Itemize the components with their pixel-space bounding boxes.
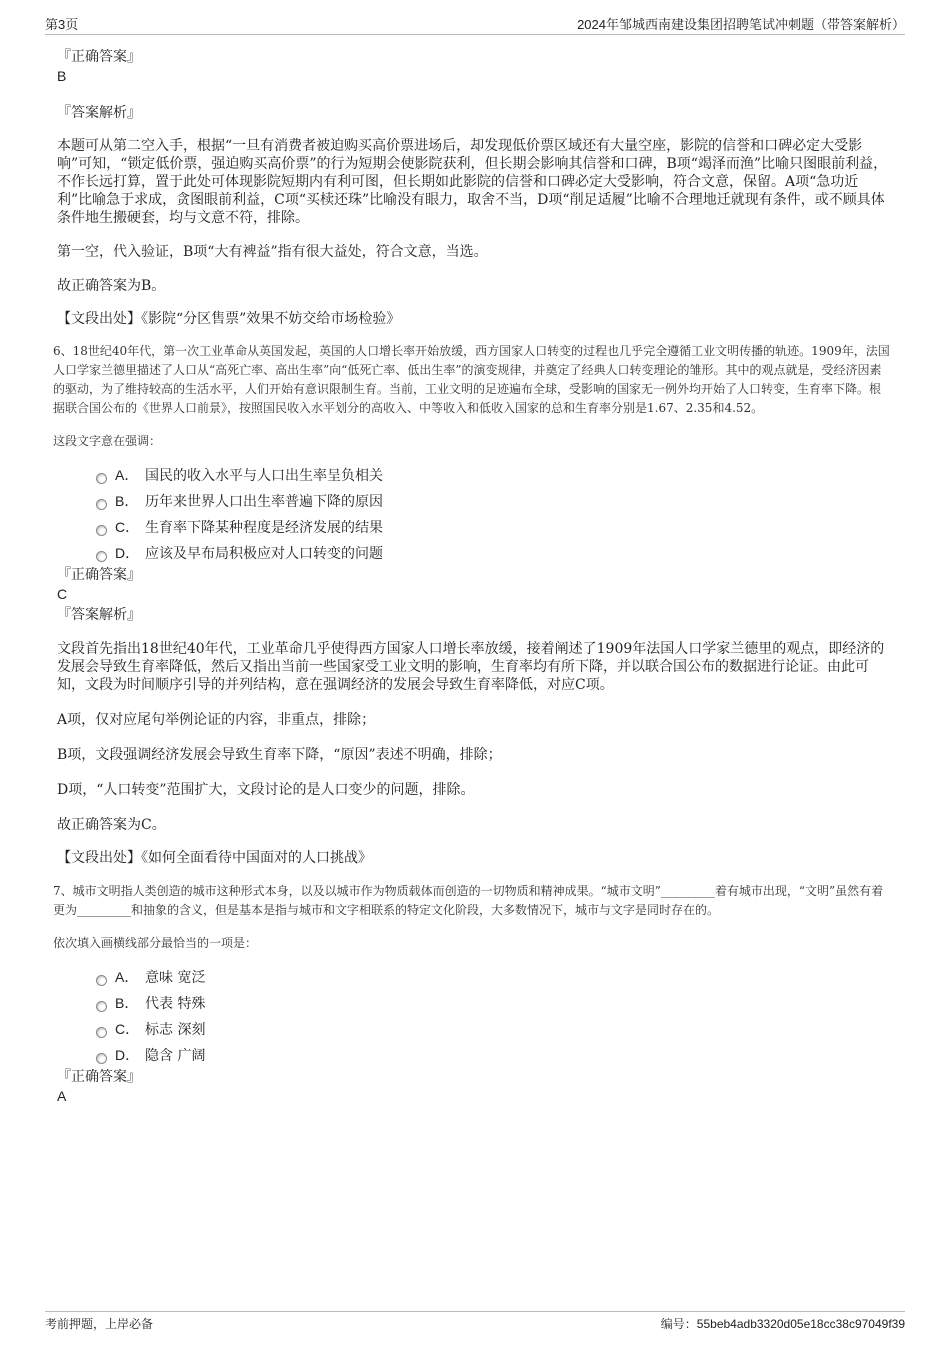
question-stem: 7、城市文明指人类创造的城市这种形式本身，以及以城市作为物质载体而创造的一切物质和精神成果。“城市文明”_________着有城市出现，“文明”虽然有着更为_________和抽象的含义，但是基本是指与城市和文字相联系的特定文化阶段，大多数情况下，城市与文字是同时存在的。 [53, 884, 884, 917]
analysis-paragraph: D项，“人口转变”范围扩大，文段讨论的是人口变少的问题，排除。 [57, 782, 475, 798]
radio-button[interactable] [96, 1053, 107, 1064]
analysis-paragraph: 故正确答案为B。 [57, 278, 166, 294]
question-stem: 6、18世纪40年代，第一次工业革命从英国发起，英国的人口增长率开始放缓，西方国家人口转变的过程也几乎完全遵循工业文明传播的轨迹。1909年，法国人口学家兰德里描述了人口从“高死亡率、高出生率”向“低死亡率、低出生率”的演变规律，并奠定了经典人口转变理论的雏形。其中的观点就是，受经济因素的驱动，为了维持较高的生活水平，人们开始有意识限制生育。当前，工业文明的足迹遍布全球，受影响的国家无一例外均开始了人口转变，生育率下降。根据联合国公布的《世界人口前景》，按照国民收入水平划分的高收入、中等收入和低收入国家的总和生育率分别是1.67、2.35和4.52。 [53, 344, 890, 415]
radio-button[interactable] [96, 525, 107, 536]
code-label: 编号： [660, 1317, 697, 1331]
document-title: 2024年邹城西南建设集团招聘笔试冲刺题（带答案解析） [577, 17, 905, 32]
analysis-paragraph: A项，仅对应尾句举例论证的内容，非重点，排除； [57, 712, 376, 728]
radio-button[interactable] [96, 473, 107, 484]
option-text: 标志 深刻 [145, 1022, 206, 1038]
analysis-label: 『答案解析』 [57, 607, 141, 623]
option-a[interactable] [57, 964, 892, 990]
option-key: C． [115, 519, 140, 535]
answer-label: 『正确答案』 [57, 1069, 141, 1085]
analysis-label: 『答案解析』 [57, 105, 141, 121]
option-key: B． [115, 493, 139, 509]
footer-slogan: 考前押题，上岸必备 [45, 1317, 154, 1331]
option-d[interactable] [57, 540, 892, 566]
option-text: 代表 特殊 [145, 996, 206, 1012]
analysis-paragraph: 文段首先指出18世纪40年代，工业革命几乎使得西方国家人口增长率放缓，接着阐述了1909年法国人口学家兰德里的观点，即经济的发展会导致生育率降低，然后又指出当前一些国家受工业文明的影响，生育率均有所下降，并以联合国公布的数据进行论证。由此可知，文段为时间顺序引导的并列结构，意在强调经济的发展会导致生育率降低，对应C项。 [57, 641, 885, 693]
option-a[interactable] [57, 462, 892, 488]
option-key: C． [115, 1021, 140, 1037]
correct-answer: C [57, 586, 68, 602]
page-header [45, 14, 905, 35]
analysis-paragraph: B项，文段强调经济发展会导致生育率下降，“原因”表述不明确，排除； [57, 747, 502, 763]
option-key: A． [115, 467, 139, 483]
option-list [57, 964, 892, 1068]
radio-button[interactable] [96, 1027, 107, 1038]
option-key: D． [115, 1047, 140, 1063]
analysis-paragraph: 本题可从第二空入手，根据“一旦有消费者被迫购买高价票进场后，却发现低价票区域还有大量空座，影院的信誉和口碑必定大受影响”可知，“锁定低价票，强迫购买高价票”的行为短期会使影院获利，但长期会影响其信誉和口碑，B项“竭泽而渔”比喻只图眼前利益，不作长远打算，置于此处可体现影院短期内有利可图，但长期如此影院的信誉和口碑必定大受影响，符合文意，保留。A项“急功近利”比喻急于求成，贪图眼前利益，C项“买椟还珠”比喻没有眼力，取舍不当，D项“削足适履”比喻不合理地迁就现有条件，或不顾具体条件地生搬硬套，均与文意不符，排除。 [57, 138, 888, 226]
option-text: 历年来世界人口出生率普遍下降的原因 [145, 494, 383, 510]
document-code [661, 1315, 905, 1332]
option-text: 国民的收入水平与人口出生率呈负相关 [145, 468, 383, 484]
option-key: D． [115, 545, 140, 561]
option-text: 隐含 广阔 [145, 1048, 206, 1064]
source-citation: 【文段出处】《如何全面看待中国面对的人口挑战》 [57, 850, 372, 866]
answer-label: 『正确答案』 [57, 567, 141, 583]
option-b[interactable] [57, 488, 892, 514]
option-text: 生育率下降某种程度是经济发展的结果 [145, 520, 383, 536]
option-text: 应该及早布局积极应对人口转变的问题 [145, 546, 383, 562]
option-c[interactable] [57, 514, 892, 540]
code-value: 55beb4adb3320d05e18cc38c97049f39 [696, 1317, 905, 1331]
option-b[interactable] [57, 990, 892, 1016]
radio-button[interactable] [96, 499, 107, 510]
question-prompt: 依次填入画横线部分最恰当的一项是： [53, 936, 258, 950]
option-c[interactable] [57, 1016, 892, 1042]
option-key: A． [115, 969, 139, 985]
source-citation: 【文段出处】《影院“分区售票”效果不妨交给市场检验》 [57, 311, 401, 327]
option-key: B． [115, 995, 139, 1011]
option-d[interactable] [57, 1042, 892, 1068]
radio-button[interactable] [96, 1001, 107, 1012]
correct-answer: A [57, 1088, 67, 1104]
question-prompt: 这段文字意在强调： [53, 434, 162, 448]
page-content [53, 46, 892, 1106]
option-text: 意味 宽泛 [145, 970, 206, 986]
answer-label: 『正确答案』 [57, 49, 141, 65]
correct-answer: B [57, 68, 67, 84]
page-footer [45, 1311, 905, 1331]
radio-button[interactable] [96, 975, 107, 986]
option-list [57, 462, 892, 566]
analysis-paragraph: 故正确答案为C。 [57, 817, 166, 833]
page-number: 第3页 [45, 17, 79, 32]
radio-button[interactable] [96, 551, 107, 562]
analysis-paragraph: 第一空，代入验证，B项“大有裨益”指有很大益处，符合文意，当选。 [57, 244, 488, 260]
